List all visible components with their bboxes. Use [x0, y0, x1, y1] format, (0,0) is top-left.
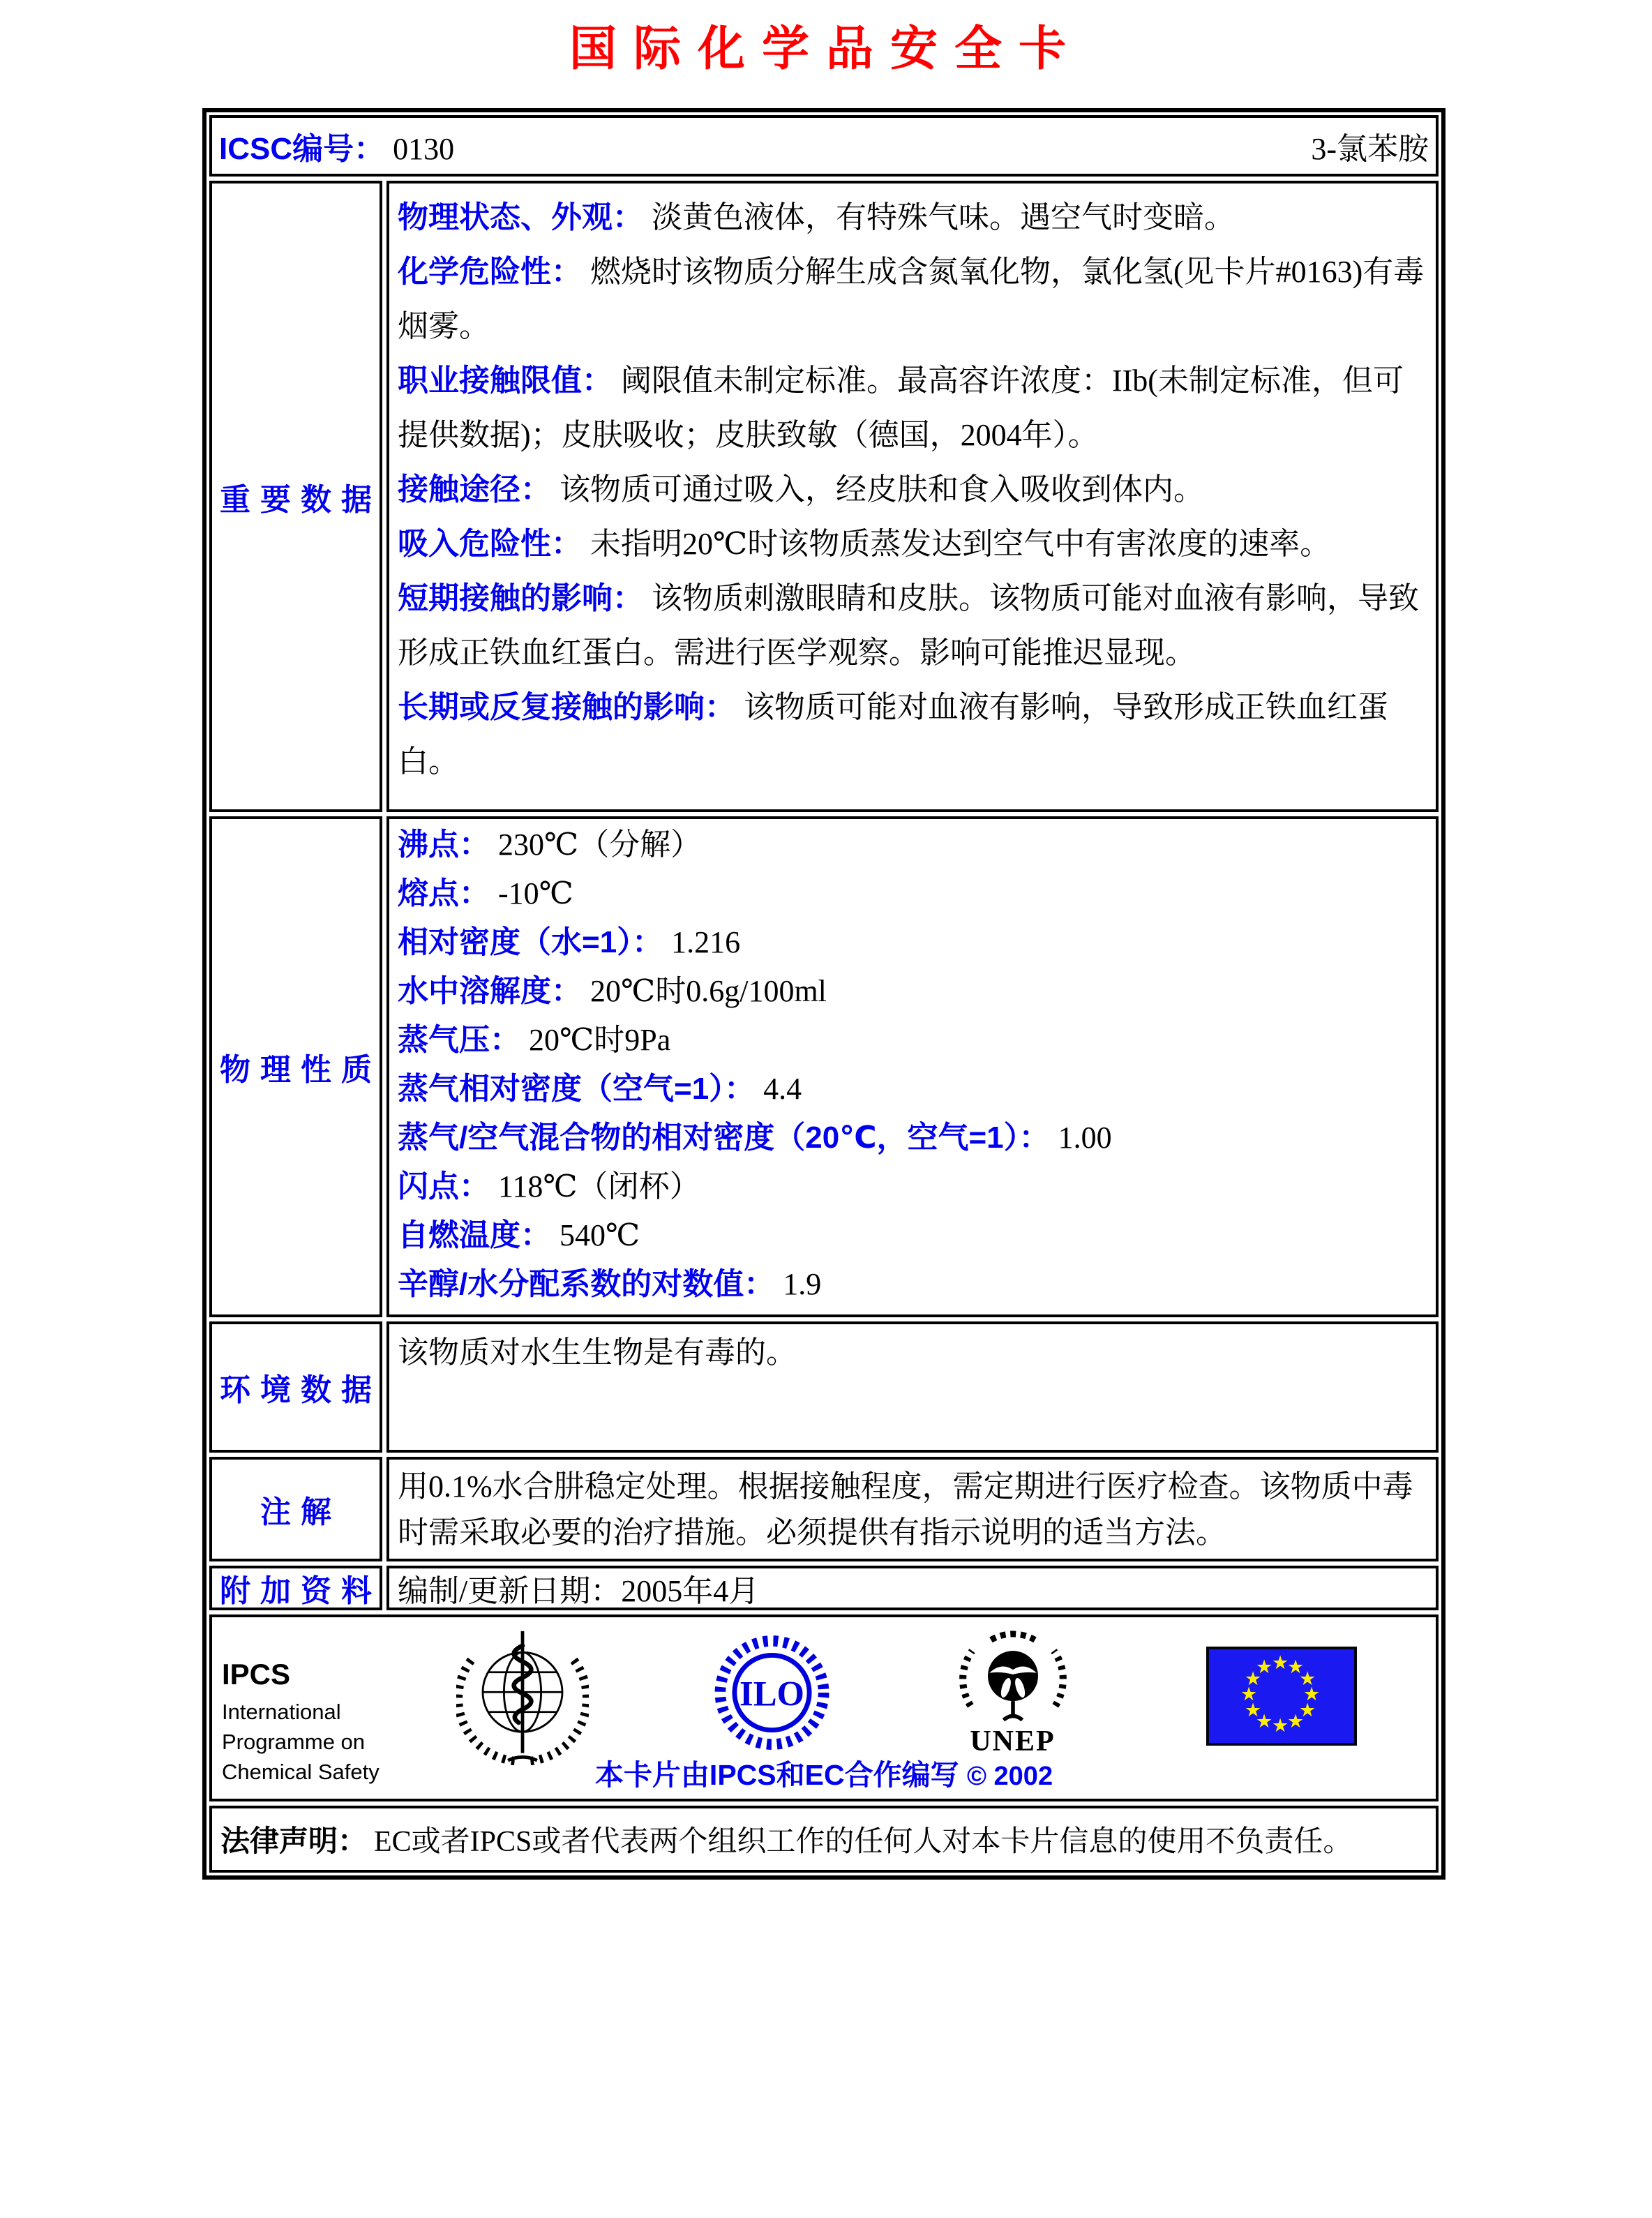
ilo-logo-icon	[704, 1633, 840, 1755]
row-label-text: 附加资料	[220, 1574, 382, 1608]
physical-property-item	[398, 1016, 1427, 1065]
item-label: 蒸气/空气混合物的相对密度（20℃，空气=1）：	[398, 1121, 1050, 1155]
item-text: 20℃时0.6g/100ml	[590, 974, 827, 1008]
environmental-data-text: 该物质对水生生物是有毒的。	[398, 1335, 797, 1370]
physical-property-item	[398, 1114, 1427, 1162]
item-text: -10℃	[498, 876, 573, 911]
item-label: 闪点：	[398, 1169, 490, 1204]
important-data-content	[386, 181, 1439, 812]
eu-star-icon: ★	[1272, 1652, 1289, 1674]
eu-star-icon: ★	[1287, 1711, 1305, 1732]
row-label-additional-info	[209, 1566, 382, 1610]
item-label: 蒸气相对密度（空气=1）：	[398, 1072, 756, 1106]
item-text: 淡黄色液体，有特殊气味。遇空气时变暗。	[652, 200, 1235, 234]
important-data-item	[398, 517, 1427, 571]
eu-star-icon: ★	[1245, 1668, 1262, 1690]
row-label-text: 物理性质	[220, 1053, 382, 1087]
physical-properties-row	[209, 816, 1439, 1317]
additional-info-row	[209, 1566, 1439, 1610]
unep-logo-icon	[950, 1627, 1076, 1723]
important-data-row	[209, 181, 1439, 812]
row-label-environmental-data	[209, 1321, 382, 1453]
who-logo-icon	[456, 1626, 589, 1765]
row-label-text: 注解	[260, 1495, 341, 1529]
item-text: 230℃（分解）	[498, 827, 702, 862]
physical-property-item	[398, 918, 1427, 967]
copyright-text: © 2002	[966, 1762, 1053, 1791]
physical-property-item	[398, 1065, 1427, 1114]
physical-property-item	[398, 1162, 1427, 1211]
item-text: 阈限值未制定标准。最高容许浓度：IIb(未制定标准，但可提供数据)；皮肤吸收；皮肤致敏（德国，2004年）。	[398, 364, 1404, 452]
item-label: 沸点：	[398, 827, 490, 862]
eu-flag-icon	[1206, 1647, 1357, 1746]
eu-star-icon: ★	[1287, 1656, 1305, 1678]
physical-property-item	[398, 967, 1427, 1016]
notes-row	[209, 1457, 1439, 1561]
item-text: 4.4	[763, 1072, 802, 1106]
environmental-data-row	[209, 1321, 1439, 1453]
logos-row	[209, 1614, 1439, 1801]
important-data-item	[398, 680, 1427, 789]
item-label: 短期接触的影响：	[398, 581, 643, 615]
page-title: 国际化学品安全卡	[569, 22, 1083, 75]
unep-logo-block	[945, 1627, 1081, 1756]
important-data-item	[398, 463, 1427, 517]
item-text: 1.00	[1058, 1121, 1112, 1155]
physical-property-item	[398, 1211, 1427, 1260]
ipcs-title: IPCS	[222, 1658, 291, 1691]
item-text: 118℃（闭杯）	[498, 1169, 700, 1204]
chemical-name: 3-氯苯胺	[1311, 132, 1429, 166]
item-label: 自燃温度：	[398, 1218, 551, 1252]
important-data-item	[398, 571, 1427, 680]
row-label-important-data	[209, 181, 382, 812]
row-label-physical-properties	[209, 816, 382, 1317]
ipcs-line: International	[222, 1700, 341, 1724]
row-label-notes	[209, 1457, 382, 1561]
additional-info-content	[386, 1566, 1439, 1610]
important-data-item	[398, 354, 1427, 463]
eu-star-icon: ★	[1256, 1656, 1273, 1678]
item-label: 职业接触限值：	[398, 364, 613, 398]
additional-info-text: 编制/更新日期：2005年4月	[398, 1574, 760, 1608]
row-label-text: 环境数据	[220, 1373, 382, 1407]
important-data-item	[398, 245, 1427, 354]
item-text: 该物质可通过吸入，经皮肤和食入吸收到体内。	[560, 472, 1204, 507]
item-label: 相对密度（水=1）：	[398, 925, 663, 959]
item-label: 辛醇/水分配系数的对数值：	[398, 1267, 775, 1301]
eu-star-icon: ★	[1303, 1684, 1321, 1705]
eu-star-icon: ★	[1299, 1668, 1316, 1690]
unep-label: UNEP	[970, 1725, 1056, 1758]
item-label: 熔点：	[398, 876, 490, 911]
item-text: 该物质刺激眼睛和皮肤。该物质可能对血液有影响，导致形成正铁血红蛋白。需进行医学观察。影响可能推迟显现。	[398, 581, 1419, 670]
ipcs-line: Chemical Safety	[222, 1760, 380, 1784]
eu-star-icon: ★	[1245, 1700, 1262, 1721]
physical-property-item	[398, 820, 1427, 869]
physical-properties-content	[386, 816, 1439, 1317]
item-label: 接触途径：	[398, 472, 551, 507]
eu-star-icon: ★	[1299, 1700, 1316, 1721]
icsc-number	[219, 123, 454, 168]
eu-star-icon: ★	[1256, 1711, 1273, 1732]
eu-star-icon: ★	[1240, 1684, 1258, 1705]
legal-notice-row	[209, 1806, 1439, 1873]
physical-property-item	[398, 1260, 1427, 1309]
ilo-letters: ILO	[739, 1674, 804, 1714]
notes-text: 用0.1%水合肼稳定处理。根据接触程度，需定期进行医疗检查。该物质中毒时需采取必要的治疗措施。必须提供有指示说明的适当方法。	[398, 1469, 1413, 1550]
item-text: 未指明20℃时该物质蒸发达到空气中有害浓度的速率。	[590, 527, 1331, 561]
card-header-row	[209, 115, 1439, 177]
environmental-data-content	[386, 1321, 1439, 1453]
item-label: 水中溶解度：	[398, 974, 582, 1008]
important-data-item	[398, 190, 1427, 245]
icsc-number-value: 0130	[393, 132, 455, 166]
item-label: 吸入危险性：	[398, 527, 582, 561]
notes-content	[386, 1457, 1439, 1561]
item-text: 1.216	[671, 925, 741, 959]
legal-notice-label: 法律声明：	[220, 1824, 368, 1857]
item-label: 物理状态、外观：	[398, 200, 643, 234]
item-text: 燃烧时该物质分解生成含氮氧化物，氯化氢(见卡片#0163)有毒烟雾。	[398, 255, 1425, 343]
item-text: 20℃时9Pa	[529, 1023, 671, 1057]
item-text: 540℃	[560, 1218, 640, 1252]
eu-star-icon: ★	[1272, 1715, 1289, 1737]
item-text: 该物质可能对血液有影响，导致形成正铁血红蛋白。	[398, 690, 1388, 779]
item-label: 长期或反复接触的影响：	[398, 690, 735, 724]
icsc-number-label: ICSC编号：	[219, 132, 385, 166]
item-label: 蒸气压：	[398, 1023, 520, 1057]
icsc-card	[202, 108, 1446, 1880]
caption-text: 本卡片由IPCS和EC合作编写	[594, 1759, 959, 1791]
physical-property-item	[398, 869, 1427, 918]
legal-notice-text: EC或者IPCS或者代表两个组织工作的任何人对本卡片信息的使用不负责任。	[374, 1826, 1353, 1858]
footer-caption	[212, 1752, 1436, 1793]
item-text: 1.9	[783, 1267, 822, 1301]
item-label: 化学危险性：	[398, 255, 582, 289]
row-label-text: 重要数据	[220, 482, 382, 517]
ipcs-line: Programme on	[222, 1730, 366, 1754]
